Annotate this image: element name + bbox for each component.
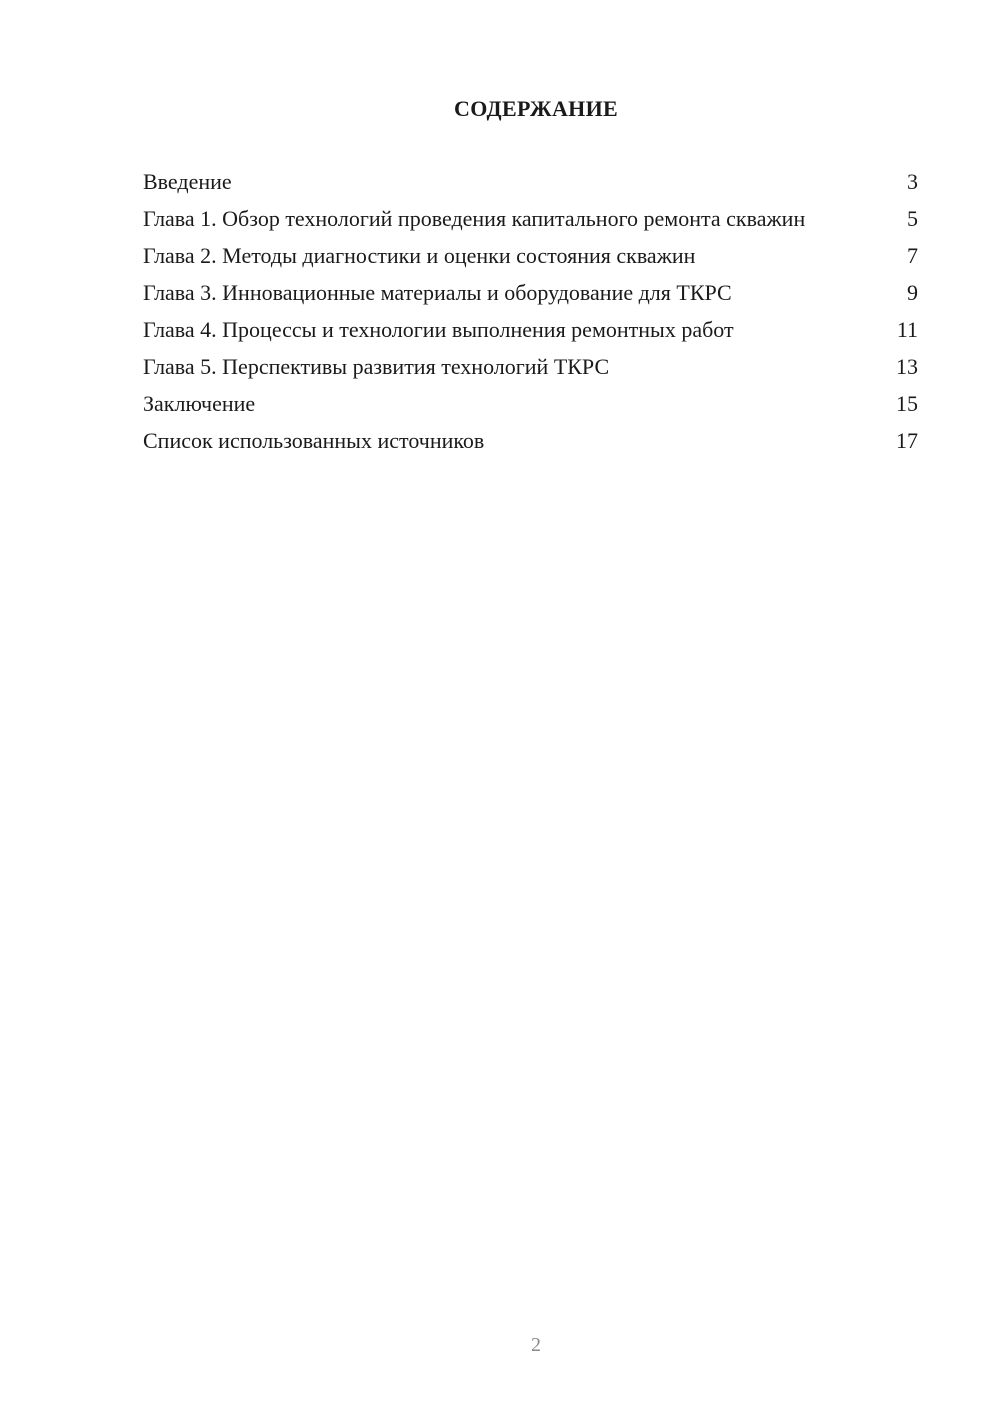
toc-entry	[143, 428, 918, 454]
page-title: СОДЕРЖАНИЕ	[454, 96, 618, 121]
toc-entry-page: 3	[907, 169, 918, 194]
toc-entry-label: Глава 4. Процессы и технологии выполнения ремонтных работ	[143, 317, 734, 342]
toc-entry-label: Глава 3. Инновационные материалы и оборудование для ТКРС	[143, 280, 732, 305]
toc-entry-page: 7	[907, 243, 918, 268]
table-of-contents	[143, 169, 918, 465]
toc-entry	[143, 243, 918, 269]
toc-entry-label: Список использованных источников	[143, 428, 485, 453]
toc-entry-label: Введение	[143, 169, 232, 194]
toc-entry-label: Глава 5. Перспективы развития технологий ТКРС	[143, 354, 610, 379]
toc-entry-page: 13	[896, 354, 918, 379]
toc-entry-label: Глава 1. Обзор технологий проведения капитального ремонта скважин	[143, 206, 806, 231]
page-number: 2	[531, 1334, 541, 1356]
toc-entry	[143, 317, 918, 343]
toc-entry-page: 5	[907, 206, 918, 231]
toc-entry-label: Заключение	[143, 391, 256, 416]
toc-entry	[143, 354, 918, 380]
toc-entry-page: 9	[907, 280, 918, 305]
toc-entry	[143, 169, 918, 195]
toc-entry-label: Глава 2. Методы диагностики и оценки состояния скважин	[143, 243, 696, 268]
toc-entry	[143, 206, 918, 232]
toc-entry-page: 17	[896, 428, 918, 453]
toc-entry	[143, 391, 918, 417]
toc-entry-page: 15	[896, 391, 918, 416]
toc-entry-page: 11	[896, 317, 918, 342]
toc-entry	[143, 280, 918, 306]
